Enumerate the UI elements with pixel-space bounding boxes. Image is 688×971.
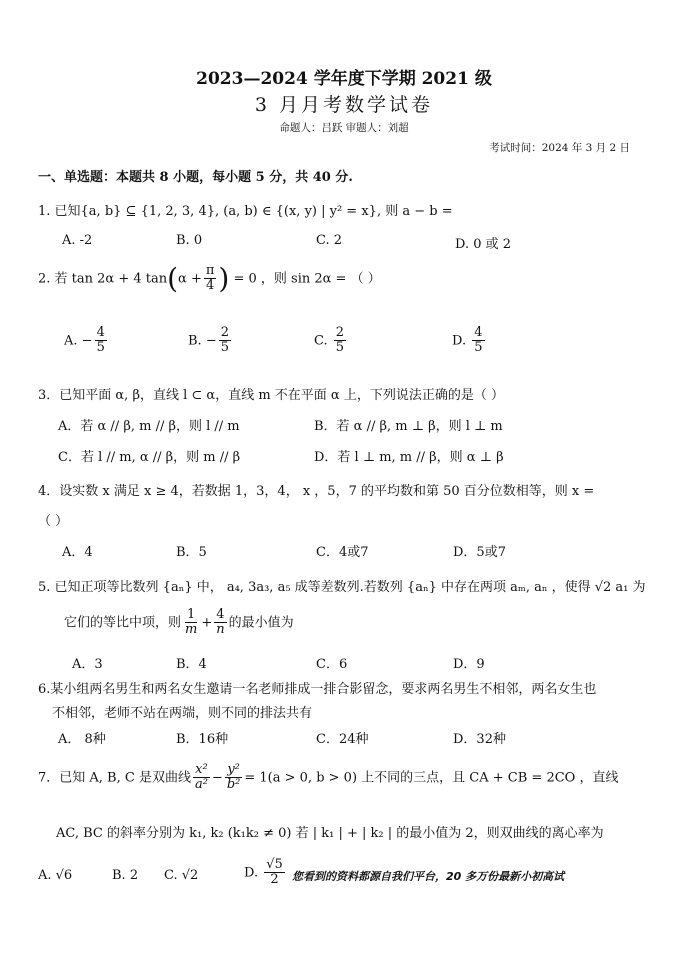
q7-stem: 7．已知 A, B, C 是双曲线 $\frac{\text{x²}}{\text{a²}}$ − $\frac{\text{y²}}{\text{b²}}$ = 1(a > 0, b > 0) 上不同的三点，且 CA + CB = 2CO ，直线 — [38, 762, 619, 793]
q7-option-b: B. 2 — [112, 868, 139, 883]
q3-option-b: B．若 α // β, m ⊥ β，则 l ⊥ m — [314, 419, 503, 434]
q2-suffix: = 0 ，则 sin 2α = （ ） — [233, 271, 381, 287]
q2-option-c: C. $\frac{2}{5}$ — [314, 325, 345, 356]
q7-option-a: A. √6 — [38, 868, 73, 883]
q2-option-d: D. $\frac{4}{5}$ — [452, 325, 483, 356]
q3-option-c: C．若 l // m, α // β，则 m // β — [58, 450, 241, 465]
q5-stem: 5. 已知正项等比数列 {aₙ} 中， a₄, 3a₃, a₅ 成等差数列.若数列 {aₙ} 中存在两项 aₘ, aₙ ，使得 √2 a₁ 为 — [38, 580, 646, 595]
q2-four: 4 — [205, 278, 215, 294]
exam-time: 考试时间：2024 年 3 月 2 日 — [489, 142, 630, 154]
q2-pi: π — [205, 263, 215, 278]
footer-promo: 您看到的资料都源自我们平台，20 多万份最新小初高试 — [292, 870, 565, 883]
q7-stem-line2: AC, BC 的斜率分别为 k₁, k₂ (k₁k₂ ≠ 0) 若 | k₁ | + | k₂ | 的最小值为 2，则双曲线的离心率为 — [56, 826, 604, 841]
q2-prefix: 2. 若 tan 2α + 4 tan — [38, 271, 168, 287]
q2-option-b: B. − $\frac{2}{5}$ — [188, 325, 230, 356]
exam-subtitle: 3 月月考数学试卷 — [254, 94, 434, 116]
q7-option-d: D. $\frac{√5}{2}$ — [244, 857, 283, 888]
q1-option-a: A. -2 — [62, 233, 93, 248]
section-heading: 一、单选题：本题共 8 小题，每小题 5 分，共 40 分. — [38, 170, 353, 185]
q4-stem-line2: （ ） — [38, 514, 69, 529]
q5-option-b: B．4 — [176, 657, 207, 672]
q3-option-d: D．若 l ⊥ m, m // β，则 α ⊥ β — [314, 450, 504, 465]
q3-stem: 3．已知平面 α, β，直线 l ⊂ α，直线 m 不在平面 α 上，下列说法正确的是（ ） — [38, 388, 504, 403]
q6-option-c: C．24种 — [316, 732, 369, 747]
q1-option-d: D. 0 或 2 — [455, 237, 512, 252]
exam-title: 2023—2024 学年度下学期 2021 级 — [196, 69, 492, 89]
q4-option-d: D．5或7 — [453, 545, 506, 560]
q1-stem: 1. 已知{a, b} ⊆ {1, 2, 3, 4}, (a, b) ∈ {(x, y) | y² = x}, 则 a − b = — [38, 204, 453, 219]
q2-inner: α + — [178, 271, 202, 287]
q5-stem-line2: 它们的等比中项，则 $\frac{1}{m}$ + $\frac{4}{n}$ 的最小值为 — [64, 607, 294, 638]
q5-option-a: A．3 — [72, 657, 103, 672]
exam-authors: 命题人：吕跃 审题人：刘超 — [279, 122, 409, 134]
q5-option-c: C．6 — [316, 657, 348, 672]
q1-option-b: B. 0 — [176, 233, 203, 248]
q4-stem: 4．设实数 x 满足 x ≥ 4，若数据 1，3，4， x ，5，7 的平均数和第 50 百分位数相等，则 x = — [38, 484, 595, 499]
q2-option-a: A. − $\frac{4}{5}$ — [64, 325, 105, 356]
q5-option-d: D．9 — [453, 657, 485, 672]
q6-stem: 6.某小组两名男生和两名女生邀请一名老师排成一排合影留念，要求两名男生不相邻，两名女生也 — [38, 682, 597, 697]
q2-stem: 2. 若 tan 2α + 4 tan(α + $\frac{\pi}{4}$ ) = 0 ，则 sin 2α = （ ） — [38, 261, 381, 295]
q4-option-c: C．4或7 — [316, 545, 369, 560]
q7-option-c: C. √2 — [164, 868, 199, 883]
q6-option-d: D．32种 — [453, 732, 506, 747]
q6-option-a: A． 8种 — [58, 732, 106, 747]
q4-option-a: A．4 — [62, 545, 93, 560]
q6-stem-line2: 不相邻，老师不站在两端，则不同的排法共有 — [52, 706, 313, 721]
q4-option-b: B．5 — [176, 545, 207, 560]
q3-option-a: A．若 α // β, m // β，则 l // m — [58, 419, 240, 434]
q1-option-c: C. 2 — [316, 233, 343, 248]
q6-option-b: B．16种 — [176, 732, 229, 747]
